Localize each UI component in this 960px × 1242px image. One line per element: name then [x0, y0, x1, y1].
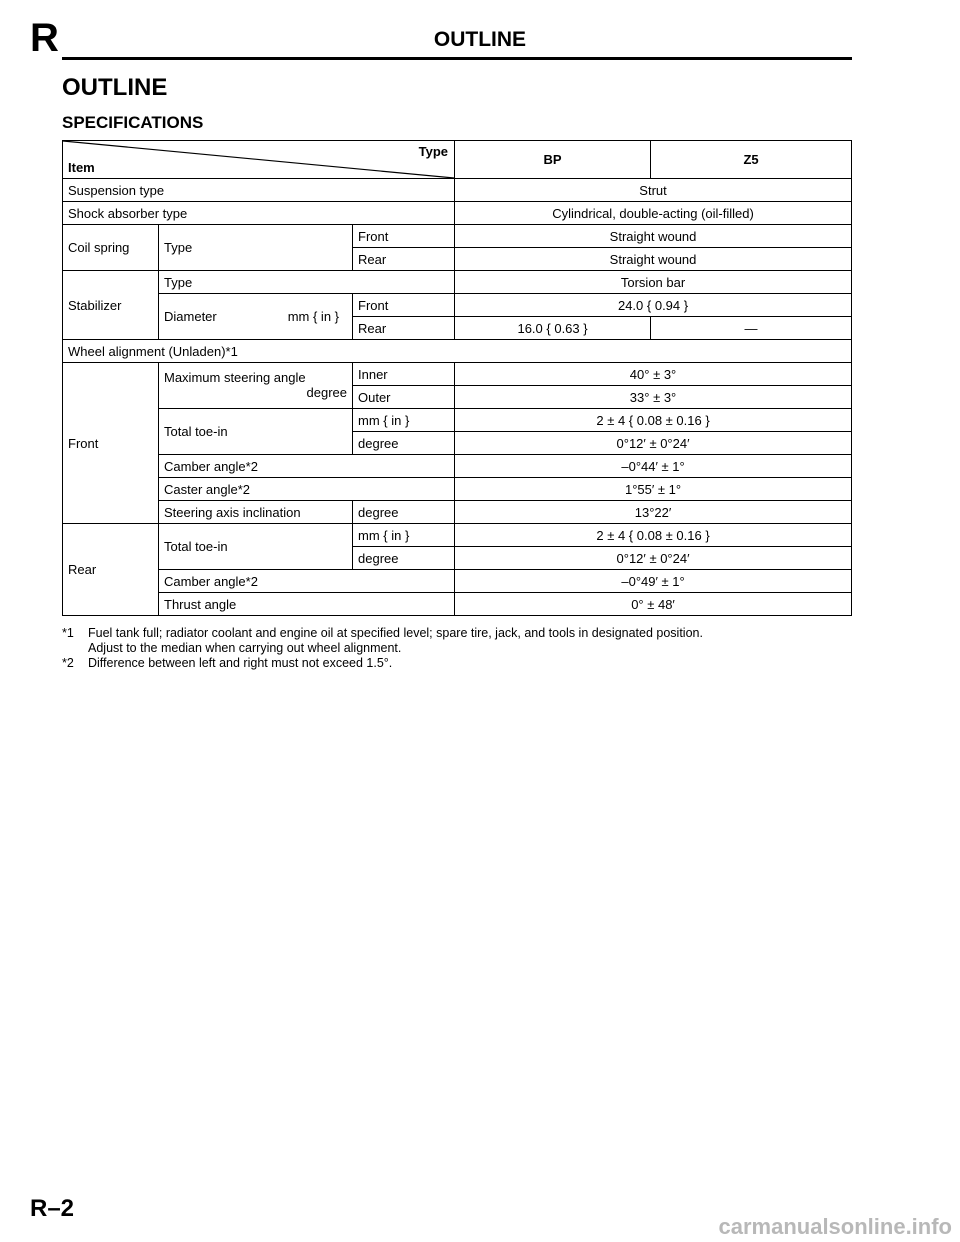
table-row [63, 340, 852, 363]
unit-label: mm { in } [353, 409, 455, 432]
footnote-2-text: Difference between left and right must not exceed 1.5°. [88, 656, 393, 670]
wheel-alignment-label: Wheel alignment (Unladen)*1 [63, 340, 852, 363]
table-row [63, 455, 852, 478]
row-label: Shock absorber type [63, 202, 455, 225]
position-label: Rear [353, 317, 455, 340]
max-steer-cell [159, 363, 353, 409]
row-value: 24.0 { 0.94 } [455, 294, 852, 317]
column-header-bp: BP [455, 141, 651, 179]
corner-cell [63, 141, 455, 179]
page-number: R–2 [30, 1195, 75, 1222]
unit-label: degree [353, 501, 455, 524]
table-row [63, 593, 852, 616]
group-label-stabilizer: Stabilizer [63, 271, 159, 340]
group-label-rear: Rear [63, 524, 159, 616]
footnotes [62, 626, 852, 671]
row-label: Suspension type [63, 179, 455, 202]
sub-label: Total toe-in [159, 524, 353, 570]
footnote-1-mark: *1 [62, 626, 74, 640]
diameter-unit: mm { in } [287, 309, 339, 324]
diameter-cell [159, 294, 353, 340]
max-steer-label: Maximum steering angle [164, 370, 306, 386]
row-value: 40° ± 3° [455, 363, 852, 386]
footnote-1-continuation [62, 641, 852, 656]
sub-label: Steering axis inclination [159, 501, 353, 524]
row-value: Cylindrical, double-acting (oil-filled) [455, 202, 852, 225]
table-row [63, 271, 852, 294]
sub-label: Total toe-in [159, 409, 353, 455]
row-value-bp: 16.0 { 0.63 } [455, 317, 651, 340]
position-label: Inner [353, 363, 455, 386]
row-value: 2 ± 4 { 0.08 ± 0.16 } [455, 409, 852, 432]
position-label: Rear [353, 248, 455, 271]
table-row [63, 225, 852, 248]
row-value: Strut [455, 179, 852, 202]
unit-label: mm { in } [353, 524, 455, 547]
row-value: Straight wound [455, 225, 852, 248]
position-label: Front [353, 225, 455, 248]
table-row [63, 409, 852, 432]
footnote-1 [62, 626, 852, 641]
table-row [63, 570, 852, 593]
table-row [63, 363, 852, 386]
row-value: Straight wound [455, 248, 852, 271]
sub-label: Thrust angle [159, 593, 455, 616]
row-value: 2 ± 4 { 0.08 ± 0.16 } [455, 524, 852, 547]
row-value: 0°12′ ± 0°24′ [455, 432, 852, 455]
row-value: 13°22′ [455, 501, 852, 524]
watermark: carmanualsonline.info [718, 1214, 952, 1239]
table-row [63, 179, 852, 202]
footnote-2-mark: *2 [62, 656, 74, 670]
position-label: Front [353, 294, 455, 317]
row-value: Torsion bar [455, 271, 852, 294]
diameter-label: Diameter [164, 309, 217, 324]
specifications-table [62, 140, 852, 616]
section-heading: SPECIFICATIONS [62, 113, 204, 132]
table-row [63, 202, 852, 225]
footnote-1-text: Fuel tank full; radiator coolant and engine oil at specified level; spare tire, jack, and tools in designated position. [88, 626, 703, 640]
sub-label: Caster angle*2 [159, 478, 455, 501]
sub-label: Camber angle*2 [159, 455, 455, 478]
row-value-z5: — [651, 317, 852, 340]
group-label-front: Front [63, 363, 159, 524]
header-rule [62, 57, 852, 60]
sub-label: Type [159, 271, 455, 294]
row-value: 33° ± 3° [455, 386, 852, 409]
row-value: –0°44′ ± 1° [455, 455, 852, 478]
footnote-2 [62, 656, 852, 671]
max-steer-unit: degree [306, 384, 347, 400]
position-label: Outer [353, 386, 455, 409]
sub-label: Type [159, 225, 353, 271]
row-value: 1°55′ ± 1° [455, 478, 852, 501]
group-label-coil-spring: Coil spring [63, 225, 159, 271]
header-title: OUTLINE [433, 28, 527, 51]
footnote-1-text-2: Adjust to the median when carrying out wheel alignment. [88, 641, 402, 655]
section-letter: R [30, 16, 59, 60]
row-value: 0°12′ ± 0°24′ [455, 547, 852, 570]
sub-label: Camber angle*2 [159, 570, 455, 593]
table-row [63, 478, 852, 501]
page-heading: OUTLINE [62, 74, 168, 101]
table-row [63, 294, 852, 317]
corner-item-label: Item [68, 160, 95, 175]
row-value: –0°49′ ± 1° [455, 570, 852, 593]
diagonal-line [63, 141, 454, 178]
table-row [63, 524, 852, 547]
unit-label: degree [353, 432, 455, 455]
table-header-row [63, 141, 852, 179]
unit-label: degree [353, 547, 455, 570]
table-row [63, 501, 852, 524]
corner-type-label: Type [418, 144, 449, 159]
row-value: 0° ± 48′ [455, 593, 852, 616]
column-header-z5: Z5 [651, 141, 852, 179]
